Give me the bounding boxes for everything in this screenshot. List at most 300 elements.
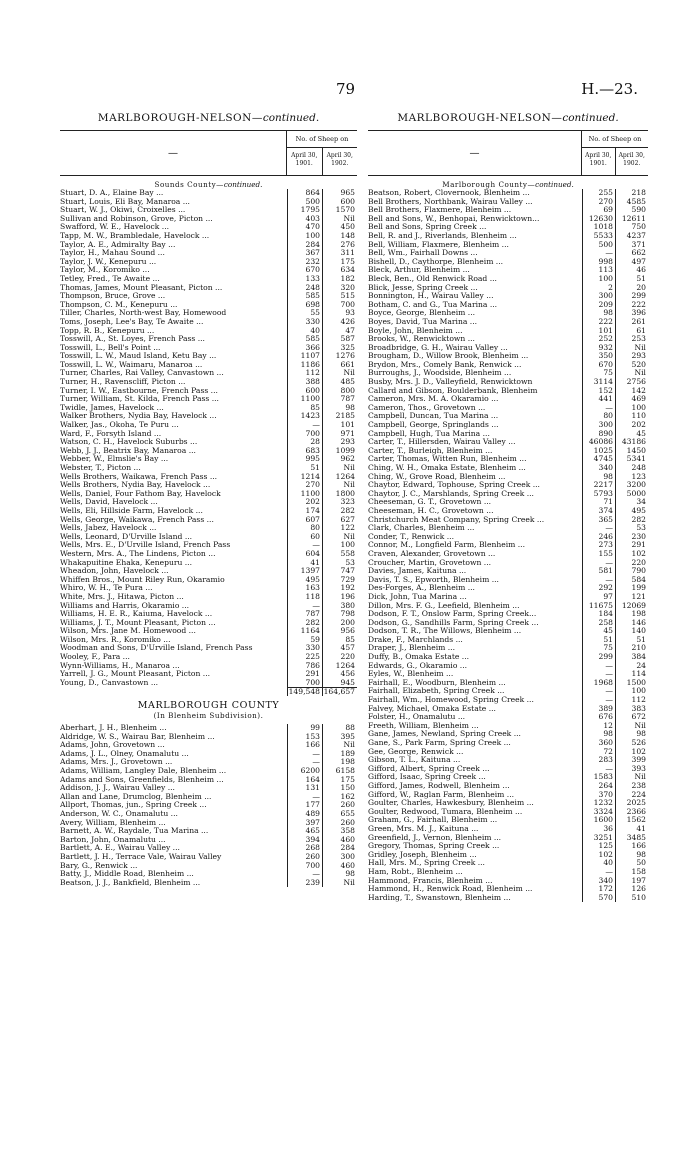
row-name: Davies, James, Kaituna ... [368,567,467,576]
sheep-1902: 122 [322,524,357,533]
sheep-1902: 662 [615,249,648,258]
sheep-1902: Nil [322,879,357,888]
sheep-1902: 182 [322,275,357,284]
sheep-1902: 12069 [615,602,648,611]
sheep-1902: 199 [615,584,648,593]
sheep-1902: 450 [322,223,357,232]
sheep-1902: 600 [322,198,357,207]
page-header [0,80,700,100]
sheep-1901: 441 [582,395,615,404]
row-name: Wells Brothers, Waikawa, French Pass ... [60,472,218,481]
row-name: Bell, William, Flaxmere, Blenheim ... [368,240,509,249]
row-name: Turner, I. W., Eastbourne, French Pass ... [60,386,218,395]
row-name: Swafford, W. E., Havelock ... [60,223,170,232]
sheep-1902: 634 [322,266,357,275]
sheep-1902: 41 [615,825,648,834]
row-name: Topp, R. B., Kenepuru ... [60,326,155,335]
sheep-1901: 1018 [582,223,615,232]
sheep-1901: 500 [582,241,615,250]
row-name: Wynn-Williams, H., Manaroa ... [60,661,180,670]
sheep-1902: 460 [322,836,357,845]
sheep-1902: 300 [322,853,357,862]
sheep-1901: 270 [287,481,322,490]
sheep-1902: 175 [322,776,357,785]
sheep-1902: 196 [322,593,357,602]
sheep-1902: 34 [615,498,648,507]
sheep-1901: 2 [582,284,615,293]
row-name: Young, D., Canvastown ... [60,678,159,687]
sheep-1902: 971 [322,430,357,439]
row-name: Tetley, Fred., Te Awaite ... [60,274,160,283]
row-name: Tosswill, L., Bell's Point ... [60,343,161,352]
sheep-1902: 93 [322,309,357,318]
row-name: Whakapuitine Ehaka, Kenepuru ... [60,558,193,567]
sheep-1901: 1600 [582,816,615,825]
row-name: Goulter, Charles, Hawkesbury, Blenheim ... [368,799,534,808]
sheep-1901: 370 [582,791,615,800]
totals-label [60,687,287,696]
row-name: Webber, W., Elmslie's Bay ... [60,455,169,464]
sheep-1901: 41 [287,559,322,568]
sheep-1902: 53 [615,524,648,533]
sheep-1901: 40 [287,327,322,336]
section-heading-text: continued. [535,180,574,189]
sheep-1902: 5000 [615,490,648,499]
row-name: Draper, J., Blenheim ... [368,644,455,653]
section-subheading-text: (In Blenheim Subdivision). [153,711,264,721]
sheep-1901: 40 [582,859,615,868]
sheep-1901: 787 [287,610,322,619]
sheep-1902: 282 [615,516,648,525]
sheep-1902: 383 [615,705,648,714]
sheep-1902: 395 [322,733,357,742]
sheep-1902: 198 [615,610,648,619]
row-name: Hall, Mrs. M., Spring Creek ... [368,859,485,868]
row-name: Bleck, Ben., Old Renwick Road ... [368,274,497,283]
row-name: Edwards, G., Okaramio ... [368,661,468,670]
sheep-1901: 604 [287,550,322,559]
sheep-1902: 121 [615,593,648,602]
sheep-1901: 465 [287,827,322,836]
row-name: Chaytor, J. C., Marshlands, Spring Creek ... [368,489,534,498]
row-name: Gifford, James, Rodwell, Blenheim ... [368,781,510,790]
row-name: Croucher, Martin, Grovetown ... [368,558,492,567]
sheep-1902: 311 [322,249,357,258]
totals-row [60,687,357,696]
sheep-1902: 485 [322,378,357,387]
row-name: Clark, Charles, Blenheim ... [368,524,475,533]
sheep-1902: 98 [322,404,357,413]
row-name: Walker, Jas., Okoha, Te Puru ... [60,421,179,430]
sheep-1902: 98 [322,870,357,879]
sheep-1901: 581 [582,567,615,576]
row-name: Allport, Thomas, jun., Spring Creek ... [60,801,207,810]
row-name: Bary, G., Renwick ... [60,861,138,870]
row-name: Graham, G., Fairhall, Blenheim ... [368,816,498,825]
sheep-1902: 293 [615,352,648,361]
sheep-1902: 51 [615,636,648,645]
sheep-1902: 248 [615,464,648,473]
sheep-1901: 273 [582,541,615,550]
sheep-1901: 60 [287,533,322,542]
sheep-1901: 282 [287,619,322,628]
section-subheading [60,711,357,720]
row-name: Dodson, G., Sandhills Farm, Spring Creek ... [368,618,539,627]
name-column-header: — [168,147,178,159]
row-name: Williams and Harris, Okaramio ... [60,601,190,610]
row-name: Gane, James, Newland, Spring Creek ... [368,730,521,739]
row-name: Eyles, W., Blenheim ... [368,670,454,679]
sheep-1901: — [582,670,615,679]
sheep-1902: 20 [615,284,648,293]
sheep-1901: — [287,421,322,430]
row-name: Wilson, Mrs. Jane M. Homewood ... [60,627,196,636]
sheep-1902: 293 [322,438,357,447]
sheep-1902: 166 [615,842,648,851]
row-name: Wells, Mrs. E., D'Urville Island, French Pass [60,541,231,550]
sheep-1902: 590 [615,206,648,215]
sheep-1901: 97 [582,593,615,602]
row-name: Woodman and Sons, D'Urville Island, French Pass [60,644,253,653]
row-name: Bartlett, A. E., Wairau Valley ... [60,844,180,853]
row-name: Campbell, Hugh, Tua Marina ... [368,429,490,438]
row-name: Chaytor, Edward, Tophouse, Spring Creek ... [368,481,540,490]
row-name: Busby, Mrs. J. D., Valleyfield, Renwicktown [368,378,533,387]
sheep-1901: 1164 [287,627,322,636]
row-name: Whiro, W. H., Te Pura ... [60,584,153,593]
sheep-1902: 1800 [322,490,357,499]
sheep-1901: 470 [287,223,322,232]
row-name: Thompson, Bruce, Grove ... [60,292,166,301]
sheep-1901: 585 [287,292,322,301]
sheep-1902: 189 [322,750,357,759]
sheep-1902: 358 [322,827,357,836]
sheep-1901: 209 [582,301,615,310]
sheep-1902: 123 [615,473,648,482]
sheep-1901: 163 [287,584,322,593]
sheep-1901: 700 [287,430,322,439]
row-name: Bell Brothers, Flaxmere, Blenheim ... [368,206,512,215]
sheep-1902: 3200 [615,481,648,490]
sheep-1901: 75 [582,369,615,378]
row-name: Callard and Gibson, Boulderbank, Blenheim [368,386,538,395]
row-name: Gifford, Albert, Spring Creek ... [368,764,490,773]
sheep-1902: 260 [322,819,357,828]
sheep-1902: 175 [322,258,357,267]
sheep-1901: 389 [582,705,615,714]
sheep-1902: Nil [615,773,648,782]
row-name: Beatson, J. J., Bankfield, Blenheim ... [60,878,201,887]
section-heading-text: Marlborough County— [442,180,536,189]
row-name: Bishell, D., Caythorpe, Blenheim ... [368,257,504,266]
sheep-1902: 46 [615,266,648,275]
left-column [60,112,357,887]
sheep-1901: 670 [582,361,615,370]
row-name: Walker Brothers, Nydia Bay, Havelock ... [60,412,217,421]
sheep-1901: 6200 [287,767,322,776]
sheep-1901: 98 [582,473,615,482]
sheep-1902: 469 [615,395,648,404]
row-name: Ching, W. H., Omaka Estate, Blenheim ... [368,464,526,472]
sheep-1902: 456 [322,670,357,679]
sheep-1902: 261 [615,318,648,327]
row-name: Dodson, F. T., Onslow Farm, Spring Creek... [368,610,537,619]
sheep-1901: 683 [287,447,322,456]
sheep-1901: 225 [287,653,322,662]
sheep-1901: 100 [287,232,322,241]
row-name: Brougham, D., Willow Brook, Blenheim ... [368,352,529,361]
row-name: Aldridge, W. S., Wairau Bar, Blenheim ... [60,732,215,741]
sheep-1902: 146 [615,619,648,628]
sheep-1901: 100 [582,275,615,284]
table-row [60,679,357,688]
left-table-body [60,176,357,887]
sheep-1901: — [582,662,615,671]
name-column-header: — [469,147,480,159]
sheep-1902: 50 [615,859,648,868]
sheep-1901: 1100 [287,395,322,404]
sheep-1902: 399 [615,756,648,765]
sheep-1901: 101 [582,327,615,336]
total-1902: 164,657 [323,687,355,697]
row-name: Green, Mrs. M. J., Kaituna ... [368,824,479,833]
sheep-1901: 1968 [582,679,615,688]
sheep-1902: 495 [615,507,648,516]
row-name: Webb, J. J., Beatrix Bay, Manaroa ... [60,446,196,455]
sheep-1902: Nil [322,481,357,490]
sheep-1901: 300 [582,421,615,430]
row-name: Addison, J. J., Wairau Valley ... [60,784,175,793]
sheep-1902: 291 [615,541,648,550]
sheep-1902: 426 [322,318,357,327]
row-name: Adams and Sons, Greenfields, Blenheim ... [60,775,224,784]
sheep-1902: Nil [615,369,648,378]
right-table-body [368,176,648,902]
row-name: Taylor, J. W., Kenepuru ... [60,257,157,266]
sheep-1901: — [287,750,322,759]
sheep-1902: 2366 [615,808,648,817]
sheep-1901: 252 [582,335,615,344]
sheep-1902: 371 [615,241,648,250]
sheep-1902: 672 [615,713,648,722]
page-number: 79 [336,80,356,98]
sheep-1901: — [287,870,322,879]
row-name: Fairhall, Elizabeth, Spring Creek ... [368,687,505,696]
sheep-1902: 100 [322,541,357,550]
sheep-1901: 118 [287,593,322,602]
sheep-1901: 12 [582,722,615,731]
sheep-1902: 320 [322,284,357,293]
sheep-1901: 700 [287,862,322,871]
row-name: Wells, David, Havelock ... [60,498,158,507]
sheep-1902: 230 [615,533,648,542]
row-name: Botham, C. and G., Tua Marina ... [368,300,498,309]
row-name: Fairhall, Wm., Homewood, Spring Creek ... [368,696,534,705]
sheep-1902: 100 [615,687,648,696]
row-name: Taylor, H., Mahau Sound ... [60,249,165,258]
row-name: Turner, H., Ravenscliff, Picton ... [60,378,186,387]
sheep-1902: 198 [322,758,357,767]
sheep-1901: 786 [287,662,322,671]
sheep-1901: 1025 [582,447,615,456]
sheep-1901: 698 [287,301,322,310]
row-name: Brydon, Mrs., Comely Bank, Renwick ... [368,360,522,369]
row-name: Craven, Alexander, Grovetown ... [368,549,496,558]
row-name: Aberhart, J. H., Blenheim ... [60,724,167,733]
sheep-1901: 366 [287,344,322,353]
sheep-1902: Nil [322,741,357,750]
sheep-1902: 210 [615,644,648,653]
sheep-1902: 222 [615,301,648,310]
row-name: Boyle, John, Blenheim ... [368,326,463,335]
row-name: Barton, John, Onamalutu ... [60,835,166,844]
row-name: Boyce, George, Blenheim ... [368,309,476,318]
sheep-1901: — [582,765,615,774]
sheep-1902: 1562 [615,816,648,825]
sheep-1902: 3485 [615,834,648,843]
row-name: Goulter, Redwood, Tumara, Blenheim ... [368,807,523,816]
row-name: Wheadon, John, Havelock ... [60,567,169,576]
left-column-title: MARLBOROUGH-NELSON—continued. [97,112,320,124]
row-name: Wells, George, Waikawa, French Pass ... [60,515,214,524]
row-name: Gregory, Thomas, Spring Creek ... [368,842,500,851]
sheep-1902: 2756 [615,378,648,387]
sheep-1902: 1450 [615,447,648,456]
sheep-1901: 330 [287,644,322,653]
row-name: Stuart, W. J., Okiwi, Croixelles ... [60,206,186,215]
sheep-1901: 222 [582,318,615,327]
sheep-1901: 166 [287,741,322,750]
sheep-1901: 864 [287,189,322,198]
sheep-1901: 125 [582,842,615,851]
sheep-1901: — [287,602,322,611]
sheep-1902: 85 [322,636,357,645]
row-name: Avery, William, Blenheim ... [60,818,166,827]
row-name: Cheeseman, G. T., Grovetown ... [368,498,492,507]
row-name: Ching, W., Grove Road, Blenheim ... [368,472,506,481]
row-name: Twidle, James, Havelock ... [60,403,164,412]
sheep-1901: 112 [287,369,322,378]
table-row [60,879,357,888]
sheep-1901: 59 [287,636,322,645]
sheep-1902: 220 [322,653,357,662]
sheep-1901: 133 [287,275,322,284]
row-name: Webster, T., Picton ... [60,464,141,472]
sheep-1901: 291 [287,670,322,679]
sheep-1902: 700 [322,301,357,310]
sheep-1901: 350 [582,352,615,361]
sheep-1901: 51 [582,636,615,645]
sheep-1901: 152 [582,387,615,396]
sheep-1901: — [287,541,322,550]
sheep-1901: 500 [287,198,322,207]
sheep-1901: 5533 [582,232,615,241]
sheep-1901: 45 [582,627,615,636]
row-name: Carter, Thomas, Witten Run, Blenheim ... [368,455,527,464]
sheep-1902: Nil [615,344,648,353]
sheep-1902: 1570 [322,206,357,215]
table-row [368,275,648,284]
right-column-title: MARLBOROUGH-NELSON—continued. [397,112,619,124]
sheep-1901: 80 [582,412,615,421]
row-name: Brooks, W., Renwicktown ... [368,335,475,344]
row-name: Dodson, T. R., The Willows, Blenheim ... [368,627,522,636]
row-name: Carter, T., Hillersden, Wairau Valley ... [368,438,516,447]
row-name: Campbell, Duncan, Tua Marina ... [368,412,499,421]
sheep-1901: — [582,696,615,705]
row-name: Turner, William, St. Kilda, French Pass ... [60,395,219,404]
sheep-1902: 798 [322,610,357,619]
row-name: Davis, T. S., Epworth, Blenheim ... [368,575,499,584]
sheep-1901: 1397 [287,567,322,576]
sheep-1902: 510 [615,894,648,903]
row-name: Gane, S., Park Farm, Spring Creek ... [368,739,511,747]
sheep-1902: 747 [322,567,357,576]
row-name: Dillon, Mrs. F. G., Leefield, Blenheim ... [368,601,520,610]
sheep-1901: 3114 [582,378,615,387]
sheep-1901: 3324 [582,808,615,817]
sheep-1901: 489 [287,810,322,819]
row-name: Cameron, Thos., Grovetown ... [368,403,486,412]
sheep-1902: 260 [322,801,357,810]
sheep-1902: 299 [615,292,648,301]
sheep-1902: 1099 [322,447,357,456]
sheep-1902: 224 [615,791,648,800]
row-name: Thompson, C. M., Kenepuru ... [60,300,178,309]
sheep-1902: 790 [615,567,648,576]
sheep-column-header: No. of Sheep on April 30, 1901. April 30, 1902. [286,131,357,175]
sheep-1901: 365 [582,516,615,525]
sheep-1901: 1186 [287,361,322,370]
sheep-1901: 284 [287,241,322,250]
sheep-1902: 24 [615,662,648,671]
row-name: Bell, R. and J., Riverlands, Blenheim ... [368,231,517,240]
row-name: Taylor, M., Koromiko ... [60,266,150,275]
row-name: White, Mrs. J., Hitawa, Picton ... [60,592,184,601]
row-name: Sullivan and Robinson, Grove, Picton ... [60,214,213,223]
sheep-1902: 102 [615,748,648,757]
sheep-1901: 260 [287,853,322,862]
sheep-1901: 69 [582,206,615,215]
sheep-1901: 495 [287,576,322,585]
sheep-1901: 246 [582,533,615,542]
sheep-1901: 403 [287,215,322,224]
row-name: Carter, T., Burleigh, Blenheim ... [368,446,493,455]
row-name: Adams, William, Langley Dale, Blenheim ... [60,767,227,775]
sheep-1901: 264 [582,782,615,791]
sheep-1901: 98 [582,309,615,318]
sheep-1902: 51 [615,275,648,284]
sheep-1902: 1500 [615,679,648,688]
row-name: Wells Brothers, Nydia Bay, Havelock ... [60,481,211,490]
sheep-1902: 282 [322,507,357,516]
sheep-1901: 255 [582,189,615,198]
row-name: Turner, Charles, Rai Valley, Canvastown ... [60,369,224,378]
sheep-1902: 460 [322,862,357,871]
sheep-1901: 283 [582,756,615,765]
sheep-1902: 4585 [615,198,648,207]
sheep-1901: 340 [582,464,615,473]
sheep-1902: 276 [322,241,357,250]
sheep-1901: 80 [287,524,322,533]
table-row [368,894,648,903]
row-name: Wooley, F., Para ... [60,653,130,662]
section-heading [60,700,357,711]
sheep-1902: Nil [615,722,648,731]
sheep-1901: 184 [582,610,615,619]
row-name: Western, Mrs. A., The Lindens, Picton ... [60,549,216,558]
sheep-column-header: No. of Sheep on April 30, 1901. April 30, 1902. [581,131,648,175]
